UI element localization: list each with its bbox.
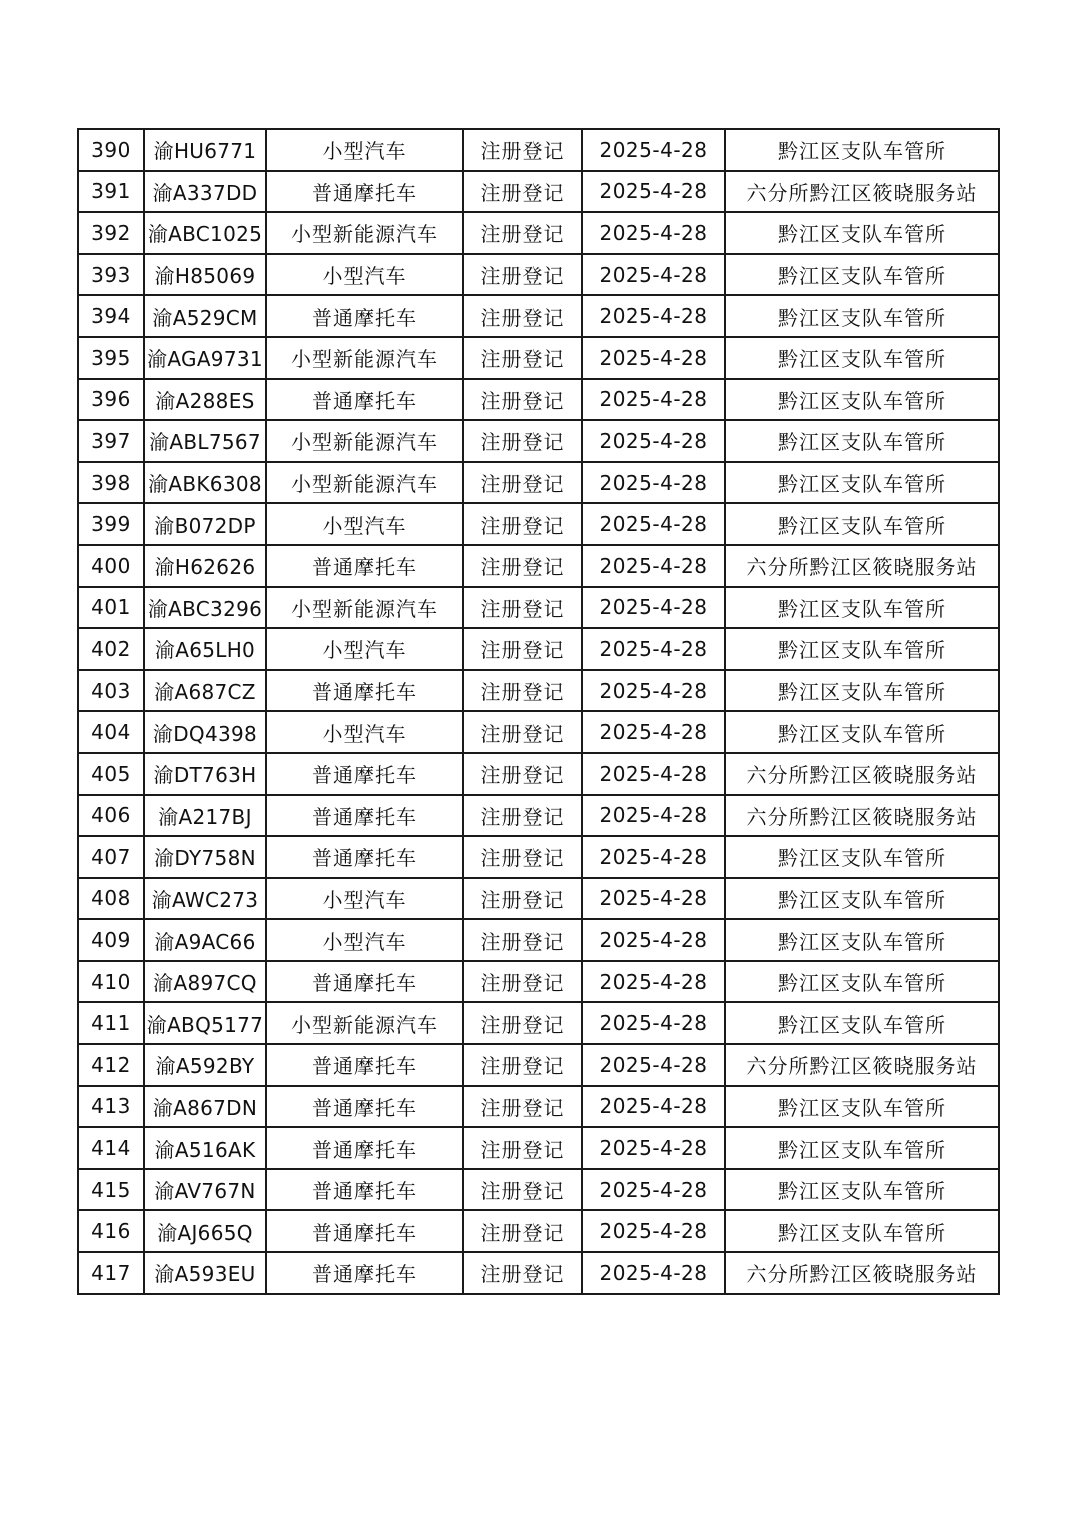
vehicle-type-cell: 普通摩托车 <box>266 961 463 1003</box>
office-cell: 黔江区支队车管所 <box>725 254 999 296</box>
office-cell: 黔江区支队车管所 <box>725 503 999 545</box>
business-type-cell: 注册登记 <box>463 1044 582 1086</box>
office-cell: 黔江区支队车管所 <box>725 379 999 421</box>
plate-number-cell: 渝H85069 <box>144 254 266 296</box>
vehicle-type-cell: 普通摩托车 <box>266 1127 463 1169</box>
vehicle-type-cell: 普通摩托车 <box>266 1169 463 1211</box>
office-cell: 黔江区支队车管所 <box>725 295 999 337</box>
table-row <box>78 337 999 379</box>
date-cell: 2025-4-28 <box>582 420 725 462</box>
table-row <box>78 420 999 462</box>
row-number-cell: 408 <box>78 878 144 920</box>
plate-number-cell: 渝A9AC66 <box>144 919 266 961</box>
vehicle-type-cell: 小型汽车 <box>266 711 463 753</box>
table-row <box>78 670 999 712</box>
business-type-cell: 注册登记 <box>463 961 582 1003</box>
table-row <box>78 129 999 171</box>
registration-table-body <box>78 129 999 1294</box>
row-number-cell: 394 <box>78 295 144 337</box>
row-number-cell: 401 <box>78 587 144 629</box>
business-type-cell: 注册登记 <box>463 1002 582 1044</box>
plate-number-cell: 渝A593EU <box>144 1252 266 1294</box>
office-cell: 黔江区支队车管所 <box>725 1169 999 1211</box>
row-number-cell: 405 <box>78 753 144 795</box>
business-type-cell: 注册登记 <box>463 919 582 961</box>
business-type-cell: 注册登记 <box>463 337 582 379</box>
business-type-cell: 注册登记 <box>463 711 582 753</box>
plate-number-cell: 渝ABQ5177 <box>144 1002 266 1044</box>
table-row <box>78 212 999 254</box>
row-number-cell: 397 <box>78 420 144 462</box>
vehicle-type-cell: 小型汽车 <box>266 254 463 296</box>
table-row <box>78 1210 999 1252</box>
business-type-cell: 注册登记 <box>463 171 582 213</box>
date-cell: 2025-4-28 <box>582 711 725 753</box>
registration-table <box>77 128 1000 1295</box>
office-cell: 六分所黔江区筱晓服务站 <box>725 545 999 587</box>
vehicle-type-cell: 小型汽车 <box>266 919 463 961</box>
vehicle-type-cell: 小型新能源汽车 <box>266 1002 463 1044</box>
plate-number-cell: 渝DQ4398 <box>144 711 266 753</box>
plate-number-cell: 渝A516AK <box>144 1127 266 1169</box>
plate-number-cell: 渝ABC3296 <box>144 587 266 629</box>
vehicle-type-cell: 普通摩托车 <box>266 795 463 837</box>
date-cell: 2025-4-28 <box>582 795 725 837</box>
vehicle-type-cell: 普通摩托车 <box>266 1044 463 1086</box>
plate-number-cell: 渝A867DN <box>144 1086 266 1128</box>
business-type-cell: 注册登记 <box>463 878 582 920</box>
office-cell: 黔江区支队车管所 <box>725 711 999 753</box>
table-row <box>78 1127 999 1169</box>
row-number-cell: 406 <box>78 795 144 837</box>
business-type-cell: 注册登记 <box>463 1127 582 1169</box>
plate-number-cell: 渝H62626 <box>144 545 266 587</box>
vehicle-type-cell: 普通摩托车 <box>266 1210 463 1252</box>
table-row <box>78 711 999 753</box>
plate-number-cell: 渝ABK6308 <box>144 462 266 504</box>
date-cell: 2025-4-28 <box>582 628 725 670</box>
vehicle-type-cell: 普通摩托车 <box>266 670 463 712</box>
office-cell: 黔江区支队车管所 <box>725 628 999 670</box>
plate-number-cell: 渝A592BY <box>144 1044 266 1086</box>
plate-number-cell: 渝A897CQ <box>144 961 266 1003</box>
plate-number-cell: 渝ABC1025 <box>144 212 266 254</box>
row-number-cell: 390 <box>78 129 144 171</box>
plate-number-cell: 渝A288ES <box>144 379 266 421</box>
table-row <box>78 545 999 587</box>
date-cell: 2025-4-28 <box>582 545 725 587</box>
date-cell: 2025-4-28 <box>582 503 725 545</box>
plate-number-cell: 渝HU6771 <box>144 129 266 171</box>
table-row <box>78 379 999 421</box>
date-cell: 2025-4-28 <box>582 1002 725 1044</box>
date-cell: 2025-4-28 <box>582 878 725 920</box>
row-number-cell: 395 <box>78 337 144 379</box>
plate-number-cell: 渝A687CZ <box>144 670 266 712</box>
business-type-cell: 注册登记 <box>463 1086 582 1128</box>
table-row <box>78 1044 999 1086</box>
table-row <box>78 587 999 629</box>
vehicle-type-cell: 普通摩托车 <box>266 1252 463 1294</box>
row-number-cell: 404 <box>78 711 144 753</box>
date-cell: 2025-4-28 <box>582 462 725 504</box>
table-row <box>78 462 999 504</box>
row-number-cell: 403 <box>78 670 144 712</box>
office-cell: 黔江区支队车管所 <box>725 212 999 254</box>
vehicle-type-cell: 普通摩托车 <box>266 379 463 421</box>
row-number-cell: 396 <box>78 379 144 421</box>
business-type-cell: 注册登记 <box>463 462 582 504</box>
vehicle-type-cell: 小型新能源汽车 <box>266 212 463 254</box>
row-number-cell: 400 <box>78 545 144 587</box>
date-cell: 2025-4-28 <box>582 753 725 795</box>
plate-number-cell: 渝AGA9731 <box>144 337 266 379</box>
plate-number-cell: 渝B072DP <box>144 503 266 545</box>
table-row <box>78 753 999 795</box>
vehicle-type-cell: 小型新能源汽车 <box>266 587 463 629</box>
office-cell: 黔江区支队车管所 <box>725 878 999 920</box>
row-number-cell: 417 <box>78 1252 144 1294</box>
vehicle-type-cell: 小型汽车 <box>266 503 463 545</box>
row-number-cell: 407 <box>78 836 144 878</box>
plate-number-cell: 渝DY758N <box>144 836 266 878</box>
row-number-cell: 402 <box>78 628 144 670</box>
row-number-cell: 412 <box>78 1044 144 1086</box>
table-row <box>78 836 999 878</box>
plate-number-cell: 渝A529CM <box>144 295 266 337</box>
date-cell: 2025-4-28 <box>582 1086 725 1128</box>
date-cell: 2025-4-28 <box>582 212 725 254</box>
vehicle-type-cell: 普通摩托车 <box>266 295 463 337</box>
table-row <box>78 295 999 337</box>
office-cell: 六分所黔江区筱晓服务站 <box>725 1044 999 1086</box>
table-row <box>78 171 999 213</box>
plate-number-cell: 渝A217BJ <box>144 795 266 837</box>
vehicle-type-cell: 普通摩托车 <box>266 171 463 213</box>
business-type-cell: 注册登记 <box>463 212 582 254</box>
date-cell: 2025-4-28 <box>582 587 725 629</box>
office-cell: 黔江区支队车管所 <box>725 670 999 712</box>
business-type-cell: 注册登记 <box>463 545 582 587</box>
office-cell: 黔江区支队车管所 <box>725 1002 999 1044</box>
table-row <box>78 1169 999 1211</box>
office-cell: 六分所黔江区筱晓服务站 <box>725 795 999 837</box>
date-cell: 2025-4-28 <box>582 1127 725 1169</box>
plate-number-cell: 渝DT763H <box>144 753 266 795</box>
date-cell: 2025-4-28 <box>582 836 725 878</box>
business-type-cell: 注册登记 <box>463 836 582 878</box>
table-row <box>78 919 999 961</box>
date-cell: 2025-4-28 <box>582 1044 725 1086</box>
row-number-cell: 398 <box>78 462 144 504</box>
date-cell: 2025-4-28 <box>582 129 725 171</box>
row-number-cell: 414 <box>78 1127 144 1169</box>
business-type-cell: 注册登记 <box>463 1210 582 1252</box>
office-cell: 黔江区支队车管所 <box>725 1210 999 1252</box>
business-type-cell: 注册登记 <box>463 628 582 670</box>
table-row <box>78 503 999 545</box>
office-cell: 黔江区支队车管所 <box>725 420 999 462</box>
date-cell: 2025-4-28 <box>582 295 725 337</box>
table-row <box>78 1252 999 1294</box>
office-cell: 黔江区支队车管所 <box>725 587 999 629</box>
date-cell: 2025-4-28 <box>582 1169 725 1211</box>
table-row <box>78 1086 999 1128</box>
date-cell: 2025-4-28 <box>582 670 725 712</box>
row-number-cell: 413 <box>78 1086 144 1128</box>
office-cell: 六分所黔江区筱晓服务站 <box>725 1252 999 1294</box>
business-type-cell: 注册登记 <box>463 503 582 545</box>
office-cell: 黔江区支队车管所 <box>725 462 999 504</box>
business-type-cell: 注册登记 <box>463 587 582 629</box>
vehicle-type-cell: 普通摩托车 <box>266 753 463 795</box>
vehicle-type-cell: 普通摩托车 <box>266 1086 463 1128</box>
row-number-cell: 409 <box>78 919 144 961</box>
date-cell: 2025-4-28 <box>582 1210 725 1252</box>
plate-number-cell: 渝ABL7567 <box>144 420 266 462</box>
business-type-cell: 注册登记 <box>463 753 582 795</box>
plate-number-cell: 渝AV767N <box>144 1169 266 1211</box>
office-cell: 六分所黔江区筱晓服务站 <box>725 171 999 213</box>
plate-number-cell: 渝AWC273 <box>144 878 266 920</box>
date-cell: 2025-4-28 <box>582 379 725 421</box>
business-type-cell: 注册登记 <box>463 1169 582 1211</box>
plate-number-cell: 渝A337DD <box>144 171 266 213</box>
office-cell: 黔江区支队车管所 <box>725 961 999 1003</box>
office-cell: 黔江区支队车管所 <box>725 919 999 961</box>
vehicle-type-cell: 小型新能源汽车 <box>266 337 463 379</box>
business-type-cell: 注册登记 <box>463 670 582 712</box>
business-type-cell: 注册登记 <box>463 254 582 296</box>
row-number-cell: 393 <box>78 254 144 296</box>
row-number-cell: 415 <box>78 1169 144 1211</box>
business-type-cell: 注册登记 <box>463 795 582 837</box>
table-row <box>78 961 999 1003</box>
vehicle-type-cell: 小型新能源汽车 <box>266 420 463 462</box>
row-number-cell: 391 <box>78 171 144 213</box>
office-cell: 黔江区支队车管所 <box>725 1127 999 1169</box>
vehicle-type-cell: 普通摩托车 <box>266 545 463 587</box>
table-row <box>78 254 999 296</box>
office-cell: 六分所黔江区筱晓服务站 <box>725 753 999 795</box>
plate-number-cell: 渝A65LH0 <box>144 628 266 670</box>
business-type-cell: 注册登记 <box>463 129 582 171</box>
date-cell: 2025-4-28 <box>582 961 725 1003</box>
table-row <box>78 628 999 670</box>
vehicle-type-cell: 小型汽车 <box>266 878 463 920</box>
row-number-cell: 392 <box>78 212 144 254</box>
business-type-cell: 注册登记 <box>463 379 582 421</box>
date-cell: 2025-4-28 <box>582 1252 725 1294</box>
table-row <box>78 878 999 920</box>
plate-number-cell: 渝AJ665Q <box>144 1210 266 1252</box>
date-cell: 2025-4-28 <box>582 919 725 961</box>
date-cell: 2025-4-28 <box>582 171 725 213</box>
table-row <box>78 1002 999 1044</box>
business-type-cell: 注册登记 <box>463 295 582 337</box>
row-number-cell: 410 <box>78 961 144 1003</box>
vehicle-type-cell: 普通摩托车 <box>266 836 463 878</box>
date-cell: 2025-4-28 <box>582 337 725 379</box>
office-cell: 黔江区支队车管所 <box>725 1086 999 1128</box>
row-number-cell: 416 <box>78 1210 144 1252</box>
vehicle-type-cell: 小型汽车 <box>266 628 463 670</box>
vehicle-type-cell: 小型新能源汽车 <box>266 462 463 504</box>
office-cell: 黔江区支队车管所 <box>725 836 999 878</box>
vehicle-type-cell: 小型汽车 <box>266 129 463 171</box>
table-row <box>78 795 999 837</box>
row-number-cell: 411 <box>78 1002 144 1044</box>
business-type-cell: 注册登记 <box>463 1252 582 1294</box>
row-number-cell: 399 <box>78 503 144 545</box>
business-type-cell: 注册登记 <box>463 420 582 462</box>
office-cell: 黔江区支队车管所 <box>725 129 999 171</box>
date-cell: 2025-4-28 <box>582 254 725 296</box>
office-cell: 黔江区支队车管所 <box>725 337 999 379</box>
